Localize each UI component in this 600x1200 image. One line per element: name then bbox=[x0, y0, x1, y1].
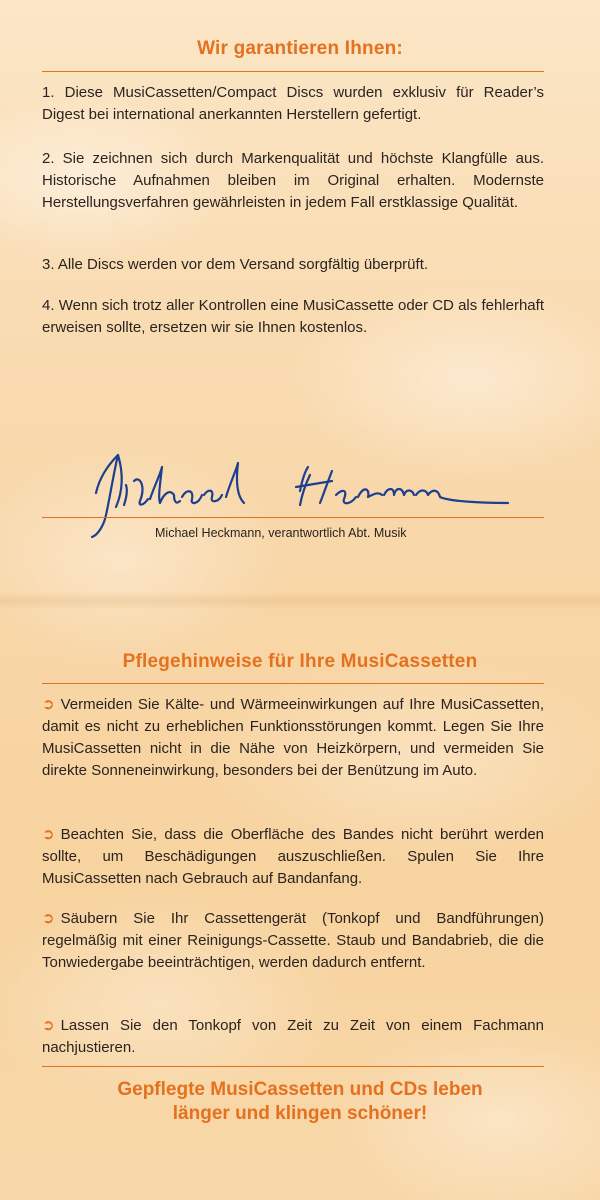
closing-line-2: länger und klingen schöner! bbox=[172, 1103, 428, 1124]
care-title: Pflegehinweise für Ihre MusiCassetten bbox=[122, 651, 478, 672]
guarantee-title-rule bbox=[42, 71, 544, 72]
care-item-3 bbox=[42, 908, 544, 974]
care-item-2-text: Beachten Sie, dass die Oberfläche des Bandes nicht berührt werden sollte, um Beschädigungen auszuschließen. Spulen Sie Ihre MusiCassetten nach Gebrauch auf Bandanfang. bbox=[42, 826, 544, 887]
signature-caption: Michael Heckmann, verantwortlich Abt. Musik bbox=[155, 526, 407, 540]
guarantee-title: Wir garantieren Ihnen: bbox=[197, 38, 403, 59]
closing-rule bbox=[42, 1066, 544, 1067]
care-item-1-text: Vermeiden Sie Kälte- und Wärmeeinwirkungen auf Ihre MusiCassetten, damit es nicht zu erheblichen Funktionsstörungen kommt. Legen Sie Ihre MusiCassetten nicht in die Nähe von Heizkörpern, und vermeiden Sie direkte Sonneneinwirkung, besonders bei der Benützung im Auto. bbox=[42, 696, 544, 779]
care-title-rule bbox=[42, 683, 544, 684]
signature-rule bbox=[42, 517, 544, 518]
care-item-4 bbox=[42, 1015, 544, 1059]
guarantee-item-2: 2. Sie zeichnen sich durch Markenqualität und höchste Klangfülle aus. Historische Aufnahmen bleiben im Original erhalten. Modernste Herstellungsverfahren gewährleisten in jedem Fall erstklassige Qualität. bbox=[42, 150, 544, 211]
closing-slogan bbox=[0, 1078, 600, 1126]
guarantee-item-1: 1. Diese MusiCassetten/Compact Discs wurden exklusiv für Reader’s Digest bei international anerkannten Herstellern gefertigt. bbox=[42, 84, 544, 123]
care-item-4-text: Lassen Sie den Tonkopf von Zeit zu Zeit von einem Fachmann nachjustieren. bbox=[42, 1017, 544, 1056]
closing-line-1: Gepflegte MusiCassetten und CDs leben bbox=[117, 1079, 483, 1100]
arrow-bullet-icon: ➲ bbox=[42, 910, 55, 927]
care-item-2 bbox=[42, 824, 544, 890]
arrow-bullet-icon: ➲ bbox=[42, 1017, 55, 1034]
guarantee-item-4: 4. Wenn sich trotz aller Kontrollen eine MusiCassette oder CD als fehlerhaft erweisen sollte, ersetzen wir sie Ihnen kostenlos. bbox=[42, 297, 544, 336]
arrow-bullet-icon: ➲ bbox=[42, 826, 55, 843]
care-item-1 bbox=[42, 694, 544, 782]
care-item-3-text: Säubern Sie Ihr Cassettengerät (Tonkopf und Bandführungen) regelmäßig mit einer Reinigungs-Cassette. Staub und Bandabrieb, die die Tonwiedergabe beeinträchtigen, werden dadurch entfernt. bbox=[42, 910, 544, 971]
arrow-bullet-icon: ➲ bbox=[42, 696, 55, 713]
paper-fold bbox=[0, 592, 600, 610]
guarantee-item-3: 3. Alle Discs werden vor dem Versand sorgfältig überprüft. bbox=[42, 256, 429, 273]
